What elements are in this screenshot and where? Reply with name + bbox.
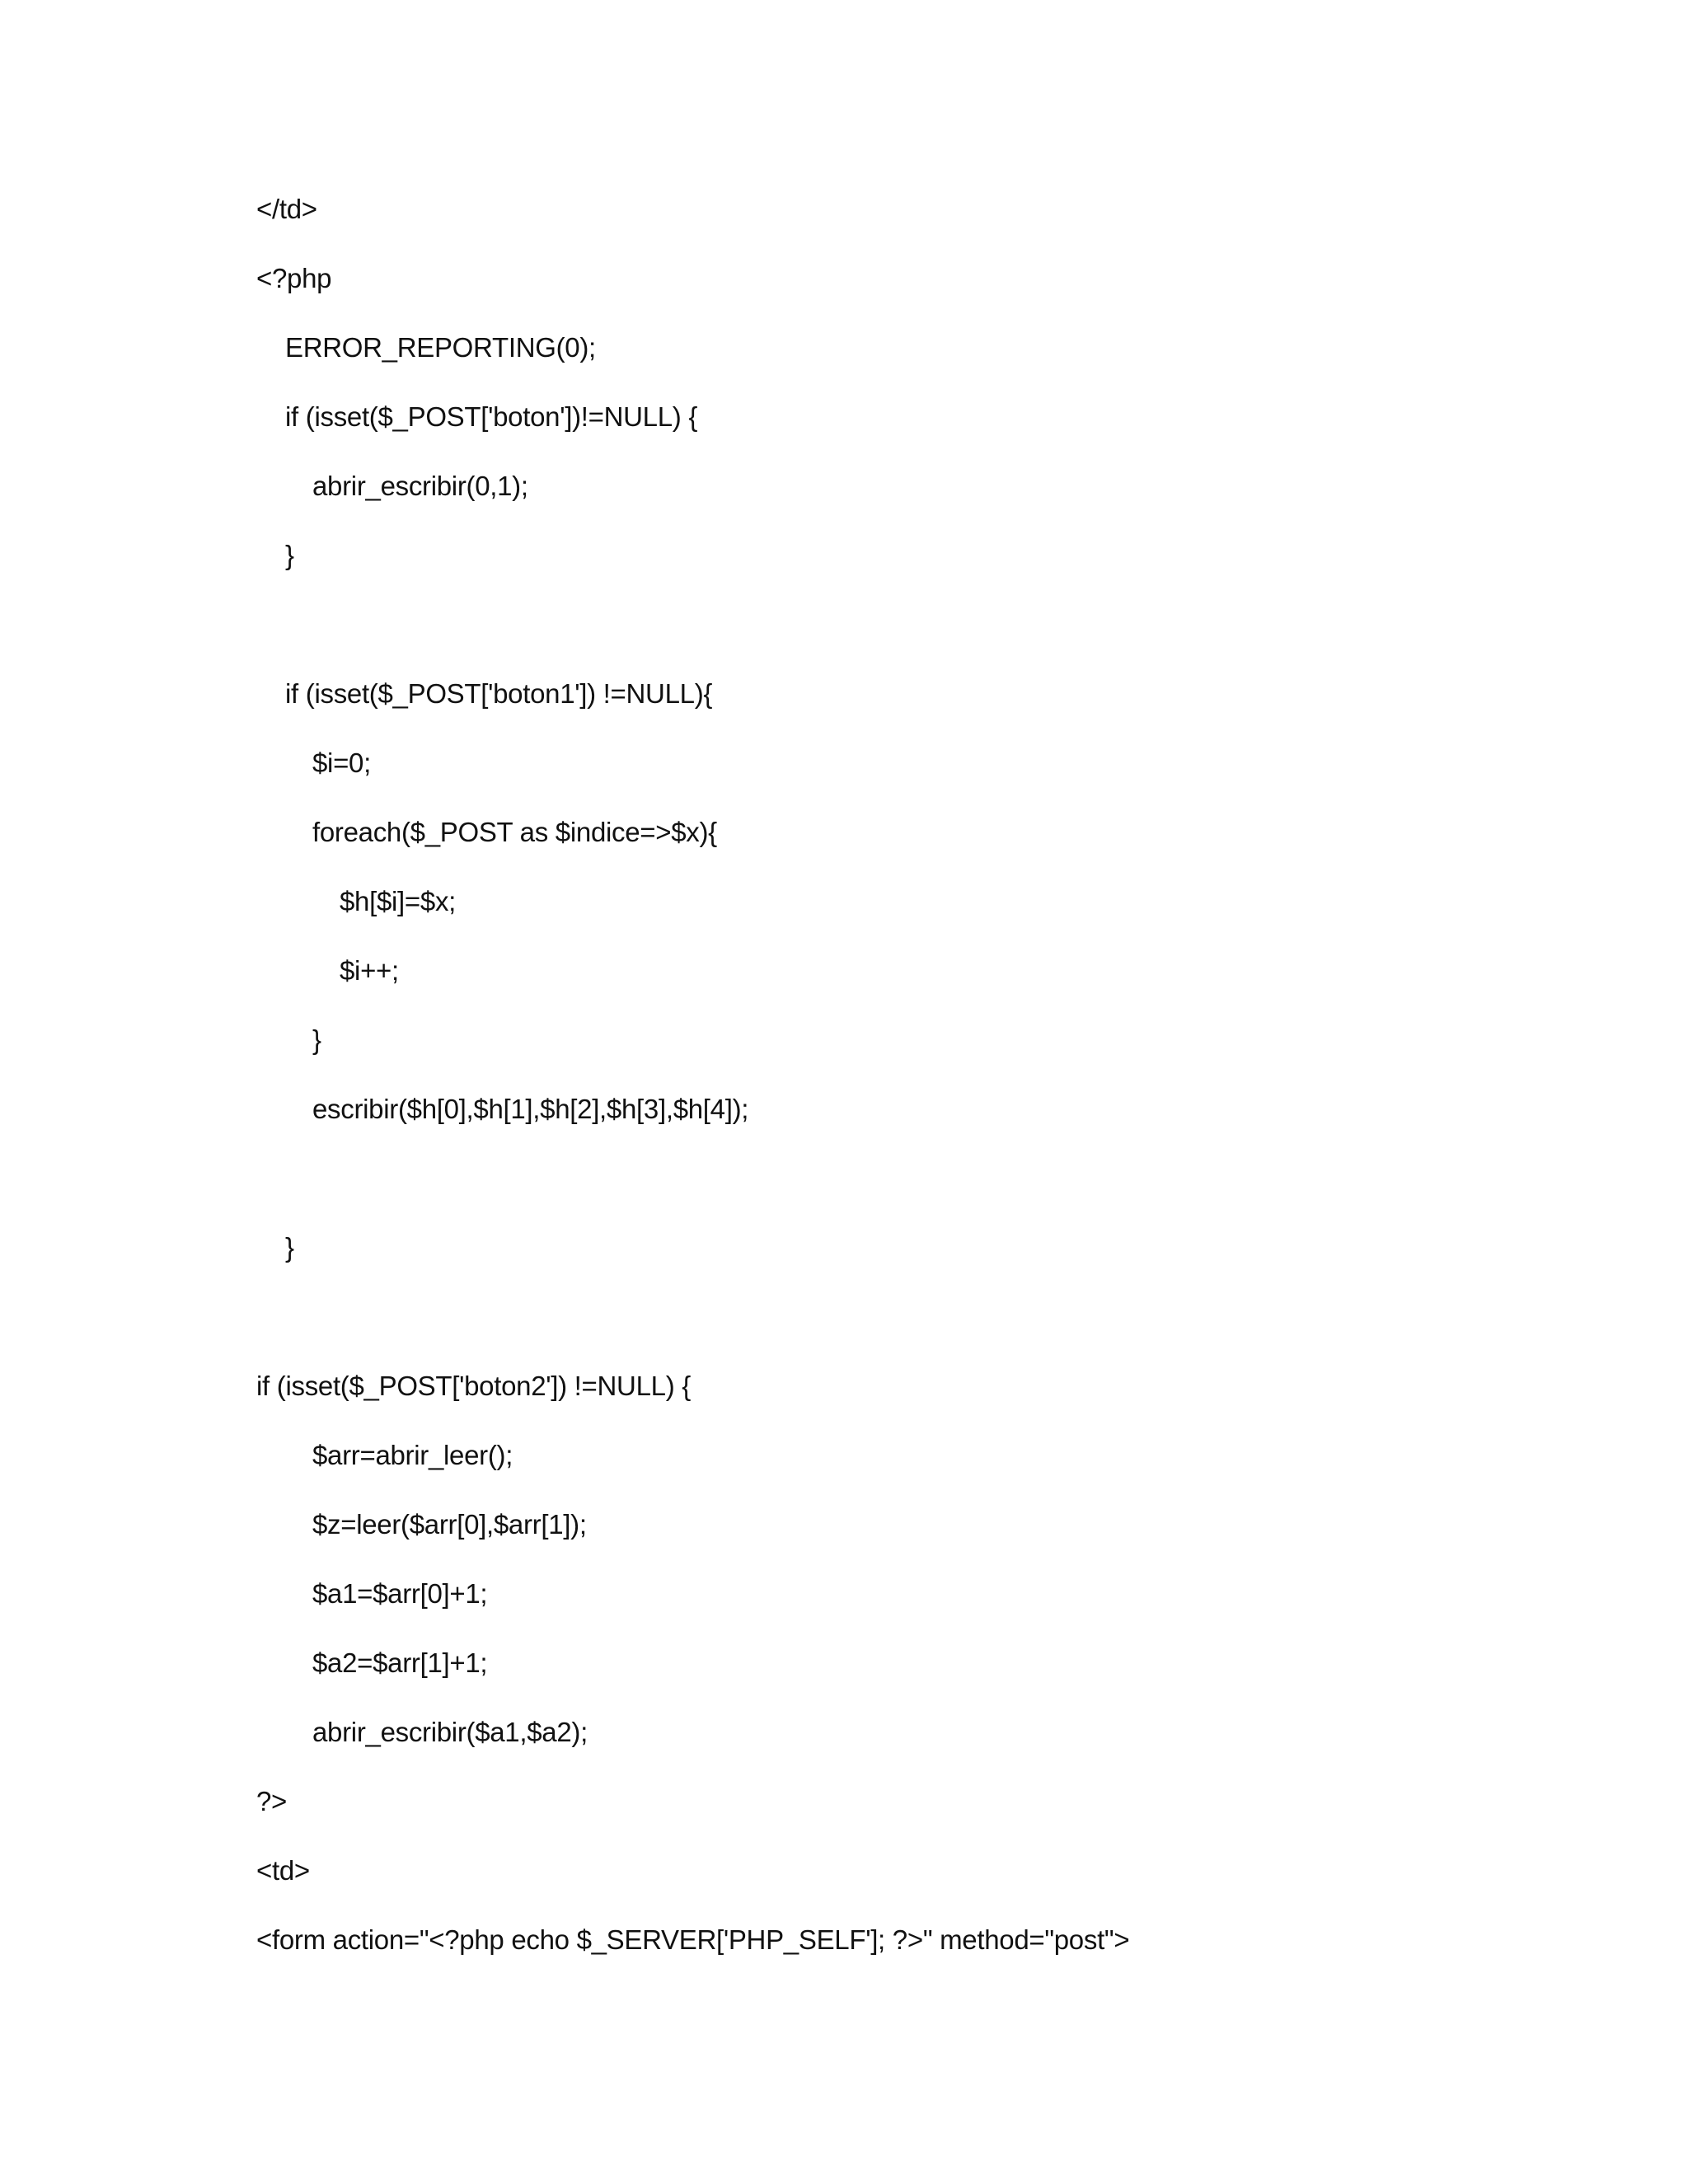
code-line: $arr=abrir_leer(); (312, 1440, 513, 1470)
code-line: ?> (256, 1786, 288, 1816)
code-line: } (312, 1024, 321, 1055)
code-line: abrir_escribir($a1,$a2); (312, 1717, 588, 1747)
code-line: abrir_escribir(0,1); (312, 471, 528, 501)
code-line: <td> (256, 1855, 310, 1886)
code-line: } (285, 540, 294, 570)
code-line: $h[$i]=$x; (340, 886, 457, 916)
code-line: $a1=$arr[0]+1; (312, 1578, 488, 1609)
code-line: if (isset($_POST['boton'])!=NULL) { (285, 401, 698, 432)
code-line: foreach($_POST as $indice=>$x){ (312, 817, 717, 847)
code-line: <form action="<?php echo $_SERVER['PHP_SELF']; ?>" method="post"> (256, 1924, 1130, 1955)
code-line: $i=0; (312, 748, 371, 778)
code-line: escribir($h[0],$h[1],$h[2],$h[3],$h[4]); (312, 1094, 749, 1124)
code-line: $a2=$arr[1]+1; (312, 1647, 488, 1678)
code-line: <?php (256, 263, 332, 293)
code-line: if (isset($_POST['boton2']) !=NULL) { (256, 1371, 691, 1401)
code-line: $z=leer($arr[0],$arr[1]); (312, 1509, 587, 1540)
code-line: ERROR_REPORTING(0); (285, 332, 596, 363)
code-line: $i++; (340, 955, 399, 986)
code-line: if (isset($_POST['boton1']) !=NULL){ (285, 678, 713, 709)
code-line: } (285, 1232, 294, 1263)
code-line: </td> (256, 194, 317, 224)
